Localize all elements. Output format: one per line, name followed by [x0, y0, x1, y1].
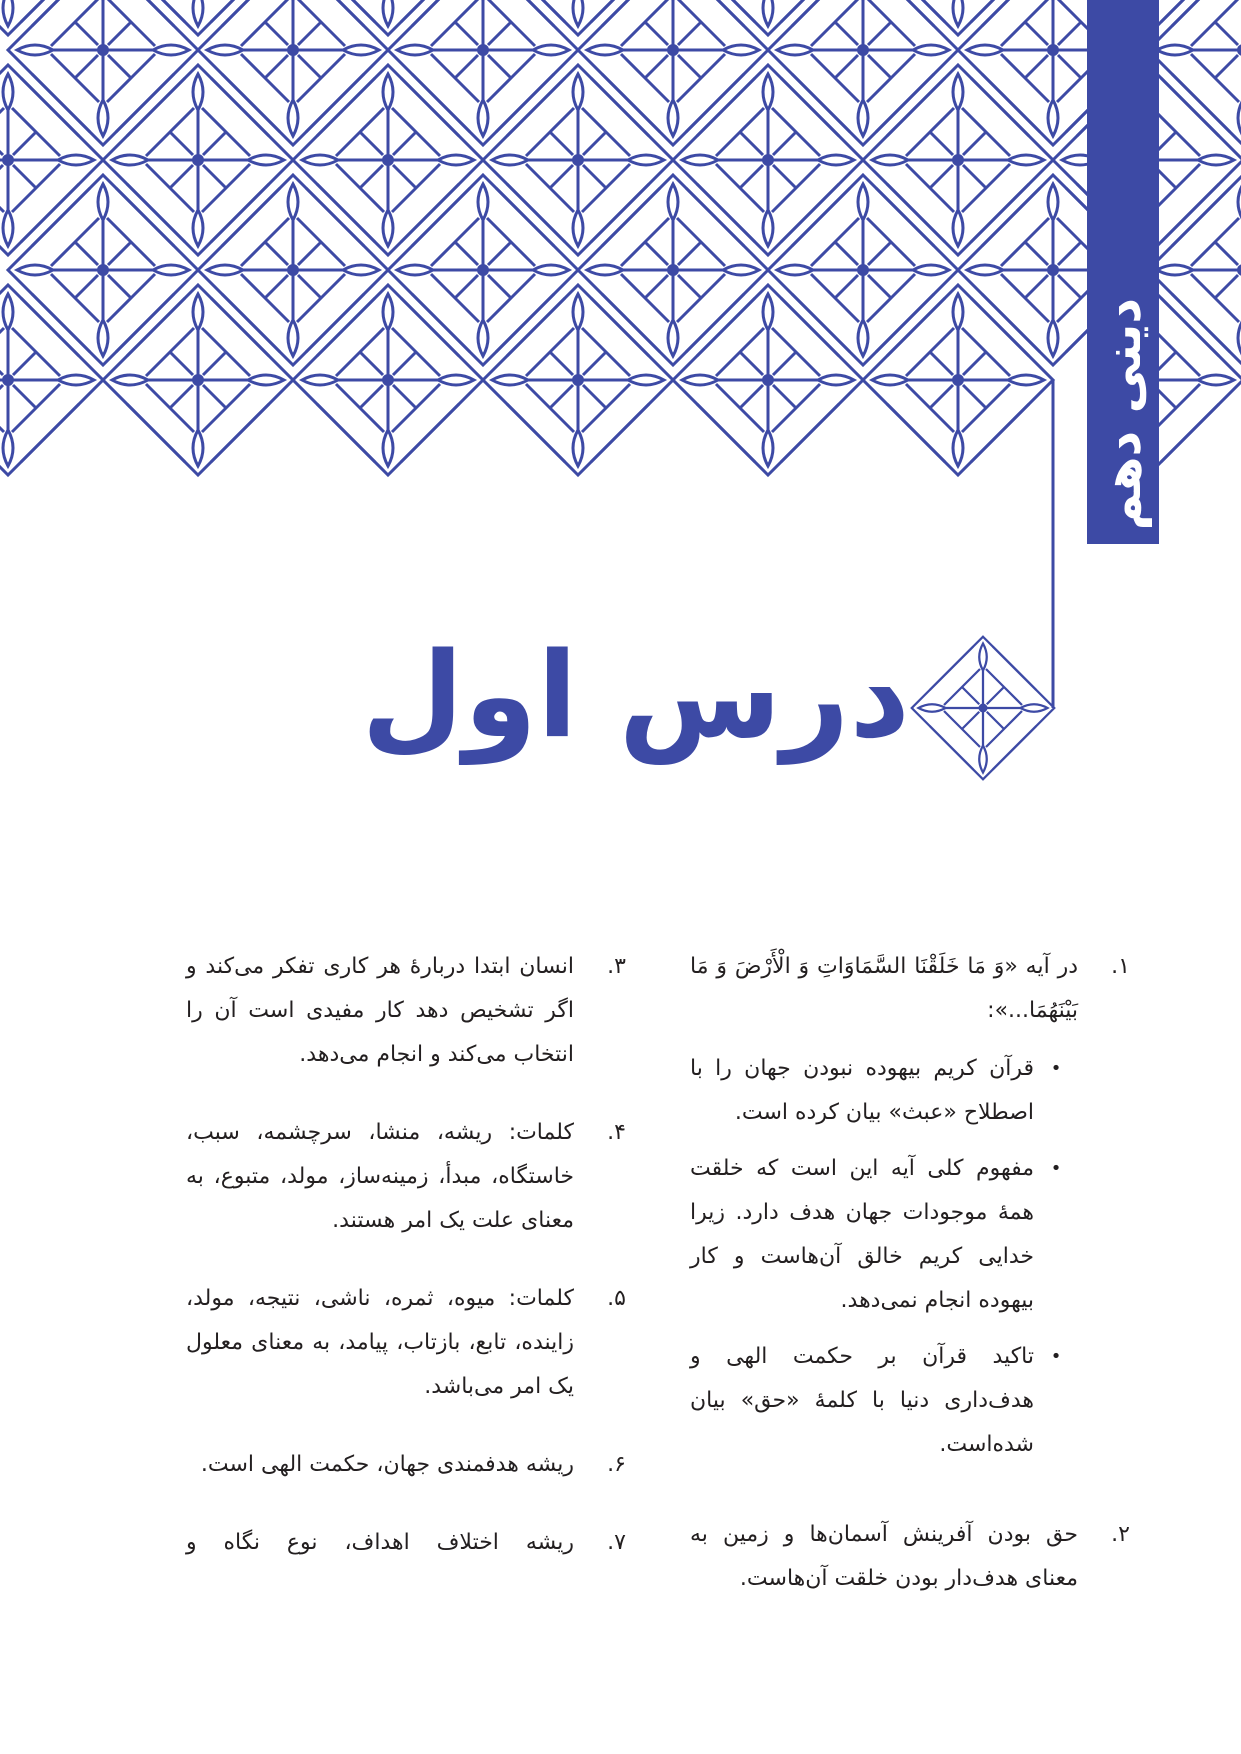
- item-number: ۶.: [607, 1452, 626, 1477]
- bullet-item: [690, 1335, 1078, 1467]
- list-item: [186, 1521, 626, 1565]
- bullet-text: تاکید قرآن بر حکمت الهی و هدف‌داری دنیا با کلمهٔ «حق» بیان شده‌است.: [690, 1344, 1034, 1457]
- bullet-list: [690, 1047, 1078, 1467]
- bullet-item: [690, 1147, 1078, 1323]
- item-text: انسان ابتدا دربارهٔ هر کاری تفکر می‌کند و اگر تشخیص دهد کار مفیدی است آن را انتخاب می‌کند و انجام می‌دهد.: [186, 954, 574, 1067]
- item-text: حق بودن آفرینش آسمان‌ها و زمین به معنای هدف‌دار بودن خلقت آن‌هاست.: [690, 1522, 1078, 1591]
- diamond-flower-ornament: [912, 637, 1055, 780]
- list-item: [186, 1277, 626, 1409]
- list-item: [186, 945, 626, 1077]
- item-number: ۷.: [607, 1530, 626, 1555]
- item-number: ۴.: [607, 1120, 626, 1145]
- bullet-text: قرآن کریم بیهوده نبودن جهان را با اصطلاح «عبث» بیان کرده است.: [690, 1056, 1034, 1125]
- lesson-title: درس اول: [361, 626, 910, 764]
- list-item: [690, 945, 1130, 1479]
- bullet-icon: •: [1050, 1346, 1062, 1367]
- item-number: ۵.: [607, 1286, 626, 1311]
- item-number: ۳.: [607, 954, 626, 979]
- right-column: [690, 945, 1130, 1635]
- item-text: کلمات: ریشه، منشا، سرچشمه، سبب، خاستگاه، مبدأ، زمینه‌ساز، مولد، متبوع، به معنای علت یک امر هستند.: [186, 1120, 574, 1233]
- left-column: [186, 945, 626, 1599]
- grade-side-tab-label: دینی دهم: [1094, 297, 1152, 530]
- list-item: [690, 1513, 1130, 1601]
- item-text: ریشه اختلاف اهداف، نوع نگاه و: [186, 1530, 574, 1555]
- grade-side-tab-label-wrap: [1087, 0, 1159, 544]
- item-number: ۱.: [1111, 954, 1130, 979]
- list-item: [186, 1443, 626, 1487]
- item-text: در آیه «وَ مَا خَلَقْنَا السَّمَاوَاتِ وَ الْأَرْضَ وَ مَا بَیْنَهُمَا...»:: [690, 954, 1078, 1023]
- list-item: [186, 1111, 626, 1243]
- item-text: کلمات: میوه، ثمره، ناشی، نتیجه، مولد، زاینده، تابع، بازتاب، پیامد، به معنای معلول یک امر می‌باشد.: [186, 1286, 574, 1399]
- item-text: ریشه هدفمندی جهان، حکمت الهی است.: [200, 1452, 574, 1477]
- bullet-text: مفهوم کلی آیه این است که خلقت همهٔ موجودات جهان هدف دارد. زیرا خدایی کریم خالق آن‌هاست و کار بیهوده انجام نمی‌دهد.: [690, 1156, 1034, 1313]
- bullet-item: [690, 1047, 1078, 1135]
- bullet-icon: •: [1050, 1058, 1062, 1079]
- bullet-icon: •: [1050, 1158, 1062, 1179]
- item-number: ۲.: [1111, 1522, 1130, 1547]
